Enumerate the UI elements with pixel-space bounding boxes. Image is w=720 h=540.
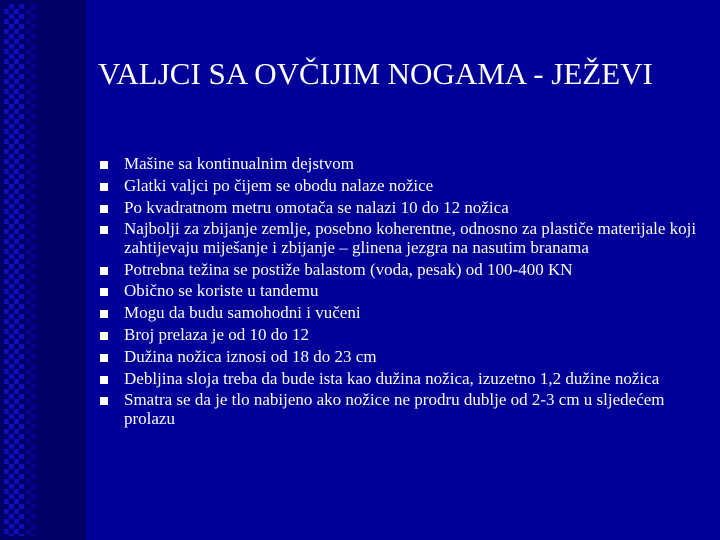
- checker-pattern-inner: [26, 4, 36, 536]
- bullet-item: [100, 348, 705, 367]
- bullet-text: Broj prelaza je od 10 do 12: [124, 325, 310, 345]
- bullet-item: [100, 282, 705, 301]
- bullet-item: [100, 155, 705, 174]
- square-bullet-icon: [100, 332, 108, 340]
- bullet-text: Mašine sa kontinualnim dejstvom: [124, 154, 354, 173]
- square-bullet-icon: [100, 376, 108, 384]
- bullet-item: [100, 220, 705, 257]
- bullet-text: Obično se koriste u tandemu: [124, 281, 319, 301]
- bullet-text: Potrebna težina se postiže balastom (voda, pesak) od 100-400 KN: [124, 259, 573, 279]
- checker-pattern: [4, 4, 24, 536]
- slide-title: VALJCI SA OVČIJIM NOGAMA - JEŽEVI: [98, 56, 653, 91]
- bullet-text: Debljina sloja treba da bude ista kao dužina nožica, izuzetno 1,2 dužine nožica: [124, 368, 660, 388]
- bullet-item: [100, 177, 705, 196]
- bullet-item: [100, 199, 705, 218]
- bullet-text: Po kvadratnom metru omotača se nalazi 10 do 12 nožica: [124, 197, 509, 217]
- bullet-list: [100, 155, 705, 432]
- bullet-text: Najbolji za zbijanje zemlje, posebno koherentne, odnosno za plastiče materijale koji zahtijevaju miješanje i zbijanje – glinena jezgra na nasutim branama: [124, 219, 697, 257]
- bullet-item: [100, 304, 705, 323]
- bullet-text: Mogu da budu samohodni i vučeni: [124, 303, 361, 323]
- square-bullet-icon: [100, 161, 108, 169]
- bullet-text: Glatki valjci po čijem se obodu nalaze nožice: [124, 175, 434, 195]
- square-bullet-icon: [100, 205, 108, 213]
- bullet-text: Smatra se da je tlo nabijeno ako nožice ne prodru dublje od 2-3 cm u sljedećem prolazu: [124, 390, 665, 428]
- square-bullet-icon: [100, 267, 108, 275]
- square-bullet-icon: [100, 397, 108, 405]
- bullet-text: Dužina nožica iznosi od 18 do 23 cm: [124, 346, 377, 366]
- square-bullet-icon: [100, 183, 108, 191]
- square-bullet-icon: [100, 354, 108, 362]
- bullet-item: [100, 326, 705, 345]
- square-bullet-icon: [100, 310, 108, 318]
- square-bullet-icon: [100, 288, 108, 296]
- square-bullet-icon: [100, 226, 108, 234]
- bullet-item: [100, 261, 705, 280]
- decorative-left-strip: [0, 0, 86, 540]
- bullet-item: [100, 391, 705, 428]
- bullet-item: [100, 370, 705, 389]
